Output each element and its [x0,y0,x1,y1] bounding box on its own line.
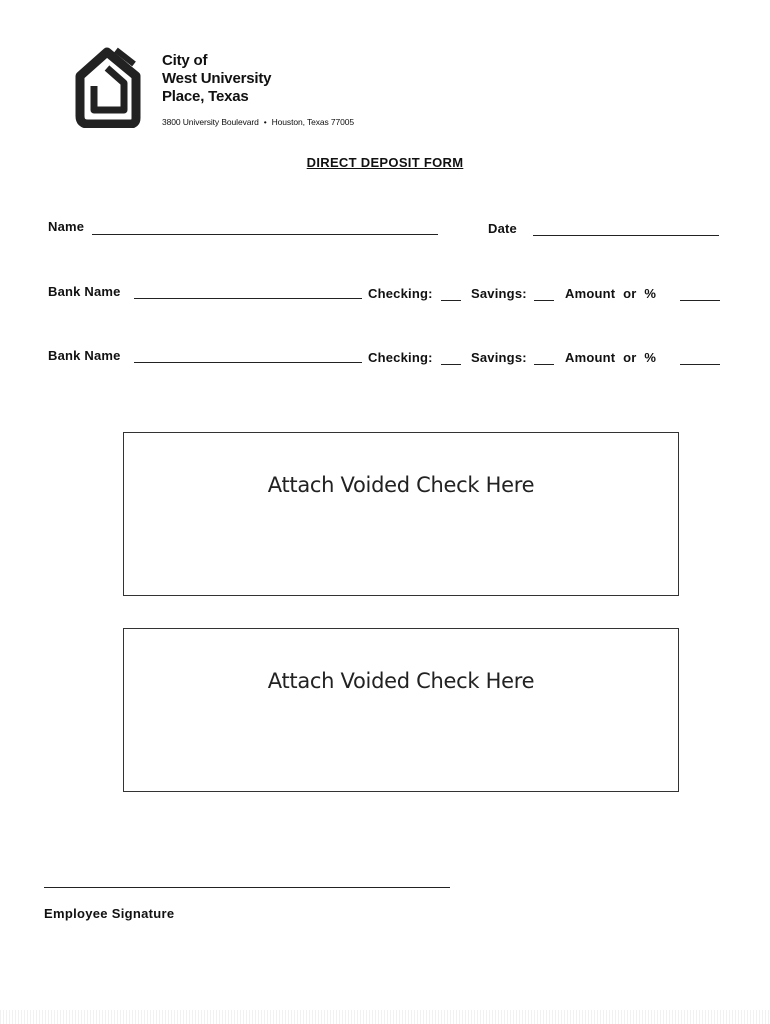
amount-label-2: Amount or % [565,350,657,365]
bank-name-field-2[interactable] [134,362,362,363]
bank-name-label-1: Bank Name [48,284,121,299]
voided-check-box-1[interactable] [123,432,679,596]
savings-label-1: Savings: [471,286,527,301]
voided-check-box-2[interactable] [123,628,679,792]
bank-name-field-1[interactable] [134,298,362,299]
address-separator: • [263,117,267,127]
amount-field-1[interactable] [680,300,720,301]
name-field[interactable] [92,234,438,235]
signature-label: Employee Signature [44,906,175,921]
checking-field-2[interactable] [441,364,461,365]
org-address [162,117,354,127]
org-name-line-2: West University [162,70,272,87]
signature-line[interactable] [44,887,450,888]
org-name-line-1: City of [162,52,208,69]
date-label: Date [488,221,517,236]
amount-field-2[interactable] [680,364,720,365]
checking-field-1[interactable] [441,300,461,301]
savings-field-2[interactable] [534,364,554,365]
scan-edge [0,1010,770,1024]
savings-field-1[interactable] [534,300,554,301]
address-city: Houston, Texas 77005 [271,117,355,127]
voided-check-text-2: Attach Voided Check Here [267,669,535,693]
house-logo-icon [72,46,142,128]
date-field[interactable] [533,235,719,236]
checking-label-2: Checking: [368,350,433,365]
amount-label-1: Amount or % [565,286,657,301]
savings-label-2: Savings: [471,350,527,365]
voided-check-text-1: Attach Voided Check Here [267,473,535,497]
name-label: Name [48,219,85,234]
bank-name-label-2: Bank Name [48,348,121,363]
org-name-line-3: Place, Texas [162,88,249,105]
form-title: DIRECT DEPOSIT FORM [306,155,464,170]
address-street: 3800 University Boulevard [162,117,259,127]
checking-label-1: Checking: [368,286,433,301]
